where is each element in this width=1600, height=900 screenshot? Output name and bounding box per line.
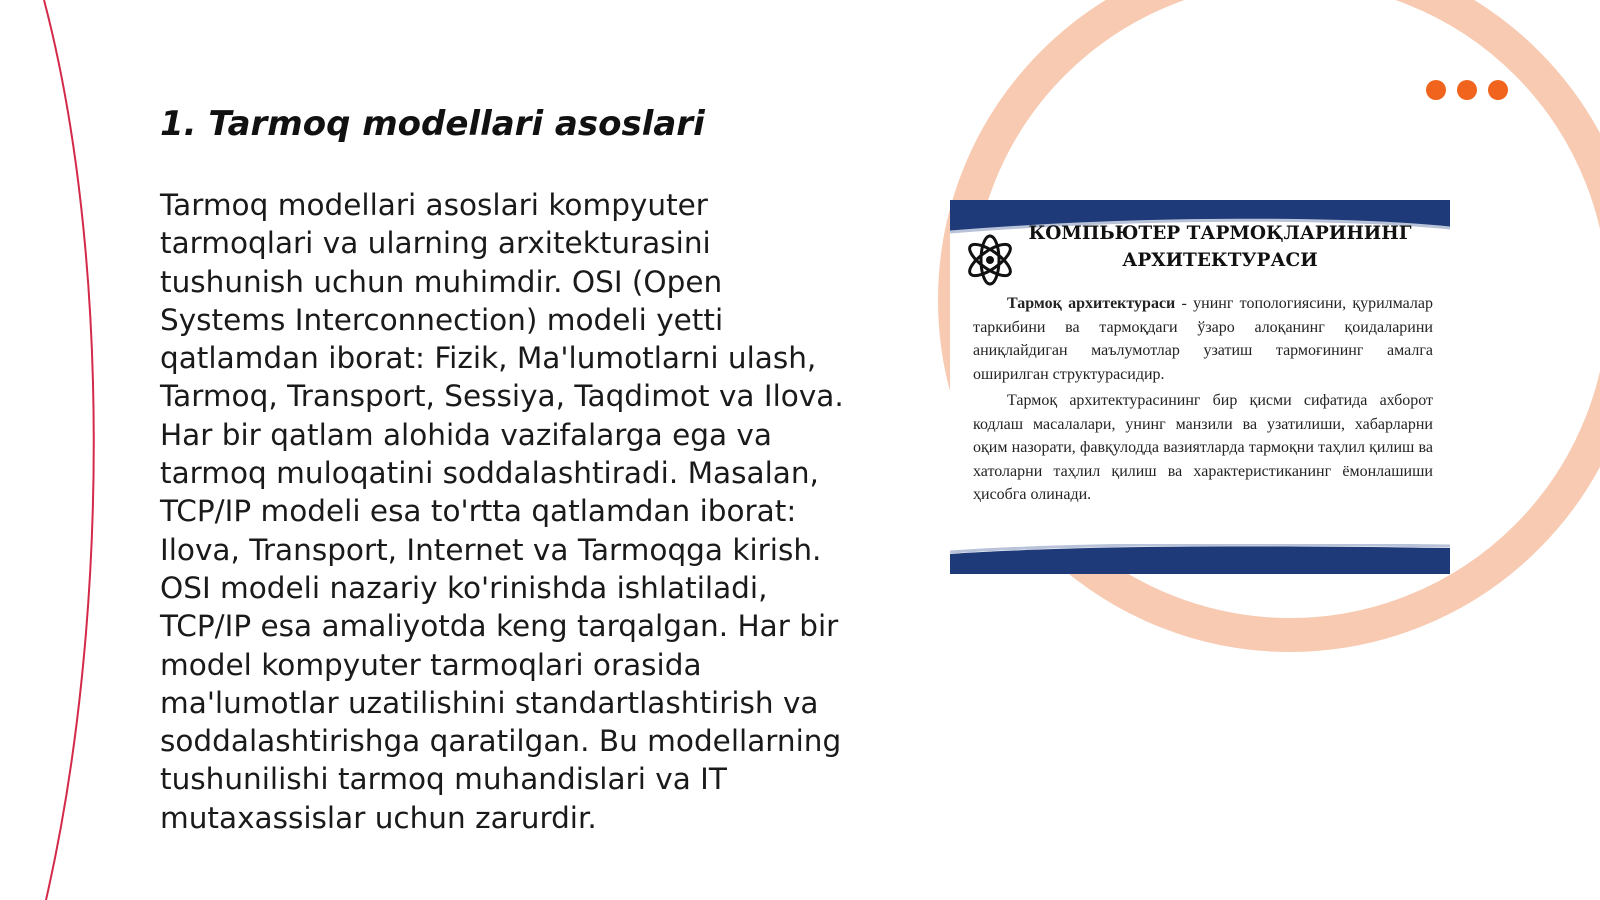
dot-3 [1488, 80, 1508, 100]
image-text [973, 292, 1433, 510]
dot-1 [1426, 80, 1446, 100]
menu-dots [1426, 80, 1508, 100]
image-title: КОМПЬЮТЕР ТАРМОҚЛАРИНИНГ АРХИТЕКТУРАСИ [1028, 223, 1412, 271]
image-definition: - унинг топологиясини, қурилмалар таркибини ва тармоқдаги ўзаро алоқанинг қоидаларини аниқлайдиган маълумотлар узатиш тармоғининг амалга оширилган структурасидир. [973, 295, 1434, 383]
image-paragraph-1 [973, 292, 1433, 386]
bottom-banner [950, 544, 1450, 574]
image-paragraph-2: Тармоқ архитектурасининг бир қисми сифатида ахборот кодлаш масалалари, унинг манзили ва узатилиши, хабарларни оқим назорати, фавқулодда вазиятларда тармоқни таҳлил қилиш ва хатоларни таҳлил қилиш ва характеристиканинг ёмонлашиши ҳисобга олинади. [973, 392, 1433, 503]
dot-2 [1457, 80, 1477, 100]
image-term: Тармоқ архитектураси [1007, 295, 1176, 312]
left-accent-line [44, 0, 94, 900]
architecture-image [950, 200, 1450, 574]
slide-title: 1. Tarmoq modellari asoslari [160, 104, 705, 144]
slide-body-text: Tarmoq modellari asoslari kompyuter tarmoqlari va ularning arxitekturasini tushunish uchun muhimdir. OSI (Open Systems Interconnection) modeli yetti qatlamdan iborat: Fizik, Ma'lumotlarni ulash, Tarmoq, Transport, Sessiya, Taqdimot va Ilova. Har bir qatlam alohida vazifalarga ega va tarmoq muloqatini soddalashtiradi. Masalan, TCP/IP modeli esa to'rtta qatlamdan iborat: Ilova, Transport, Internet va Tarmoqga kirish. OSI modeli nazariy ko'rinishda ishlatiladi, TCP/IP esa amaliyotda keng tarqalgan. Har bir model kompyuter tarmoqlari orasida ma'lumotlar uzatilishini standartlashtirish va soddalashtirishga qaratilgan. Bu modellarning tushunilishi tarmoq muhandislari va IT mutaxassislar uchun zarurdir. [160, 188, 844, 835]
